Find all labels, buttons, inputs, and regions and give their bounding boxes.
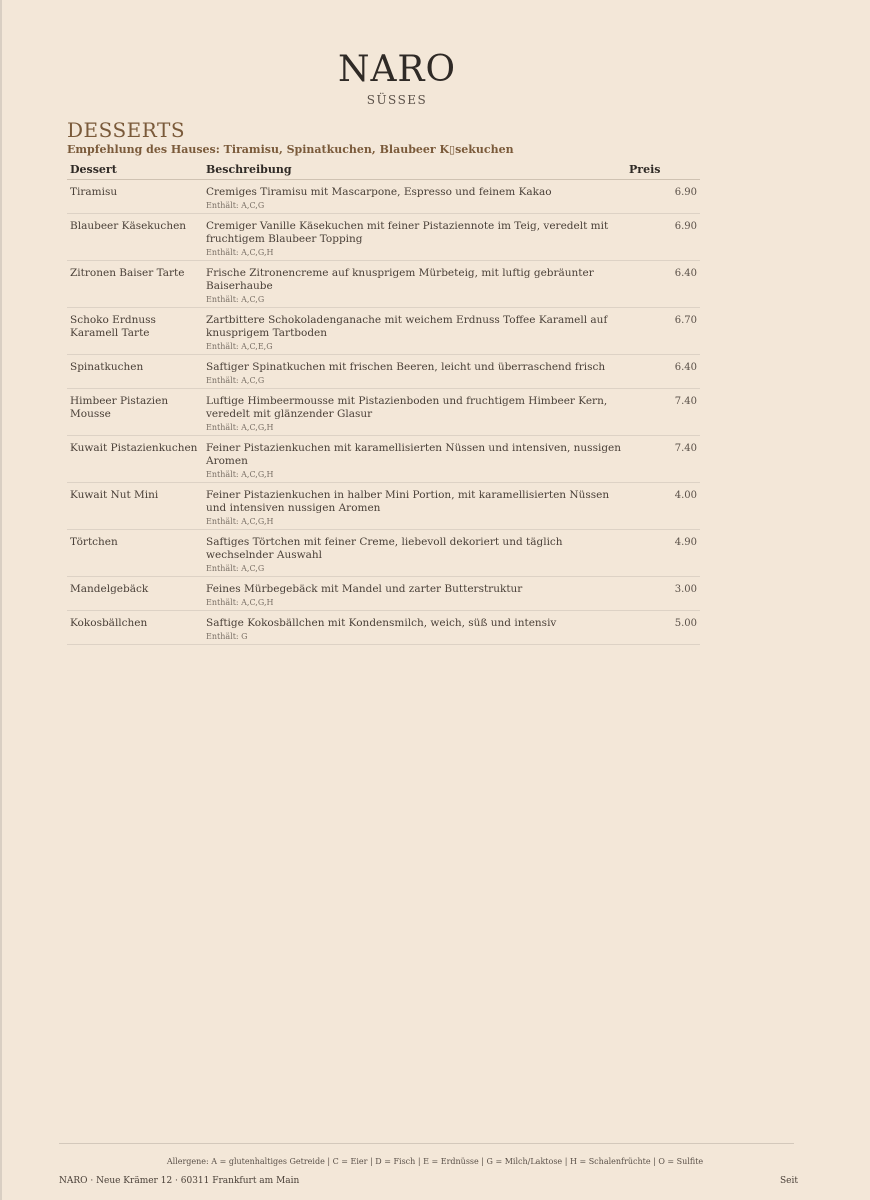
dessert-price: 6.90 bbox=[674, 187, 697, 198]
dessert-allergens: Enthält: A,C,G,H bbox=[206, 248, 274, 257]
table-row bbox=[67, 389, 700, 436]
dessert-description: Luftige Himbeermousse mit Pistazienboden und fruchtigem Himbeer Kern, veredelt mit glänzender Glasur bbox=[206, 395, 608, 420]
dessert-name: Kuwait Pistazienkuchen bbox=[70, 442, 198, 454]
dessert-allergens: Enthält: A,C,G bbox=[206, 295, 265, 304]
footer-divider bbox=[59, 1143, 794, 1144]
dessert-description-cell bbox=[206, 314, 629, 352]
dessert-name: Blaubeer Käsekuchen bbox=[70, 220, 187, 232]
dessert-description: Zartbittere Schokoladenganache mit weichem Erdnuss Toffee Karamell auf knusprigem Tartboden bbox=[206, 314, 608, 339]
dessert-description: Saftige Kokosbällchen mit Kondensmilch, weich, süß und intensiv bbox=[206, 617, 557, 629]
dessert-allergens: Enthält: A,C,G,H bbox=[206, 517, 274, 526]
brand-title: NARO bbox=[337, 49, 457, 90]
dessert-price: 4.90 bbox=[674, 537, 697, 548]
dessert-allergens: Enthält: A,C,G bbox=[206, 564, 265, 573]
table-row bbox=[67, 261, 700, 308]
menu-category-subtitle: SÜSSES bbox=[366, 93, 428, 107]
dessert-description: Frische Zitronencreme auf knusprigem Mürbeteig, mit luftig gebräunter Baiserhaube bbox=[206, 267, 594, 292]
dessert-name: Spinatkuchen bbox=[70, 361, 144, 373]
dessert-description: Cremiges Tiramisu mit Mascarpone, Espresso und feinem Kakao bbox=[206, 186, 552, 198]
header-price: Preis bbox=[629, 163, 661, 176]
dessert-name: Törtchen bbox=[70, 536, 118, 548]
dessert-description-cell bbox=[206, 220, 629, 258]
table-row bbox=[67, 577, 700, 611]
dessert-description-cell bbox=[206, 617, 629, 642]
dessert-description-cell bbox=[206, 395, 629, 433]
header-description: Beschreibung bbox=[206, 163, 292, 176]
dessert-name: Zitronen Baiser Tarte bbox=[70, 267, 185, 279]
table-row bbox=[67, 611, 700, 645]
dessert-allergens: Enthält: A,C,G,H bbox=[206, 423, 274, 432]
allergen-legend: Allergene: A = glutenhaltiges Getreide | C = Eier | D = Fisch | E = Erdnüsse | G = Milch/Laktose | H = Schalenfrüchte | O = Sulfite bbox=[166, 1157, 704, 1166]
dessert-description: Saftiger Spinatkuchen mit frischen Beeren, leicht und überraschend frisch bbox=[206, 361, 606, 373]
dessert-description: Feiner Pistazienkuchen in halber Mini Portion, mit karamellisierten Nüssen und intensiven nussigen Aromen bbox=[206, 489, 610, 514]
dessert-name: Schoko Erdnuss Karamell Tarte bbox=[70, 314, 156, 339]
dessert-price: 7.40 bbox=[674, 443, 697, 454]
table-row bbox=[67, 355, 700, 389]
table-row bbox=[67, 530, 700, 577]
dessert-allergens: Enthält: G bbox=[206, 632, 248, 641]
dessert-price: 4.00 bbox=[674, 490, 697, 501]
section-title: DESSERTS bbox=[67, 118, 186, 142]
dessert-description-cell bbox=[206, 583, 629, 608]
dessert-allergens: Enthält: A,C,G bbox=[206, 376, 265, 385]
dessert-allergens: Enthält: A,C,G,H bbox=[206, 598, 274, 607]
dessert-name: Kuwait Nut Mini bbox=[70, 489, 159, 501]
dessert-price: 3.00 bbox=[674, 584, 697, 595]
dessert-price: 5.00 bbox=[674, 618, 697, 629]
dessert-description-cell bbox=[206, 267, 629, 305]
page-number-label: Seit bbox=[780, 1176, 798, 1186]
page-left-border bbox=[0, 0, 2, 1200]
dessert-price: 7.40 bbox=[674, 396, 697, 407]
dessert-description-cell bbox=[206, 186, 629, 211]
dessert-table bbox=[67, 162, 700, 645]
dessert-description-cell bbox=[206, 361, 629, 386]
header-dessert: Dessert bbox=[70, 163, 117, 176]
table-row bbox=[67, 308, 700, 355]
dessert-name: Himbeer Pistazien Mousse bbox=[70, 395, 169, 420]
dessert-allergens: Enthält: A,C,G,H bbox=[206, 470, 274, 479]
restaurant-address: NARO · Neue Krämer 12 · 60311 Frankfurt am Main bbox=[59, 1176, 300, 1186]
dessert-allergens: Enthält: A,C,E,G bbox=[206, 342, 273, 351]
dessert-name: Tiramisu bbox=[70, 186, 118, 198]
dessert-price: 6.40 bbox=[674, 268, 697, 279]
dessert-description: Cremiger Vanille Käsekuchen mit feiner Pistaziennote im Teig, veredelt mit fruchtigem Blaubeer Topping bbox=[206, 220, 609, 245]
dessert-description-cell bbox=[206, 489, 629, 527]
house-recommendation: Empfehlung des Hauses: Tiramisu, Spinatkuchen, Blaubeer K▯sekuchen bbox=[67, 143, 514, 156]
dessert-name: Mandelgebäck bbox=[70, 583, 149, 595]
dessert-description-cell bbox=[206, 536, 629, 574]
menu-header bbox=[0, 50, 794, 107]
dessert-description-cell bbox=[206, 442, 629, 480]
dessert-description: Saftiges Törtchen mit feiner Creme, liebevoll dekoriert und täglich wechselnder Auswahl bbox=[206, 536, 563, 561]
table-row bbox=[67, 214, 700, 261]
table-row bbox=[67, 483, 700, 530]
dessert-description: Feiner Pistazienkuchen mit karamellisierten Nüssen und intensiven, nussigen Aromen bbox=[206, 442, 622, 467]
table-header bbox=[67, 162, 700, 180]
dessert-price: 6.90 bbox=[674, 221, 697, 232]
table-row bbox=[67, 436, 700, 483]
dessert-description: Feines Mürbegebäck mit Mandel und zarter Butterstruktur bbox=[206, 583, 523, 595]
dessert-name: Kokosbällchen bbox=[70, 617, 148, 629]
dessert-price: 6.70 bbox=[674, 315, 697, 326]
table-row bbox=[67, 180, 700, 214]
dessert-price: 6.40 bbox=[674, 362, 697, 373]
dessert-allergens: Enthält: A,C,G bbox=[206, 201, 265, 210]
